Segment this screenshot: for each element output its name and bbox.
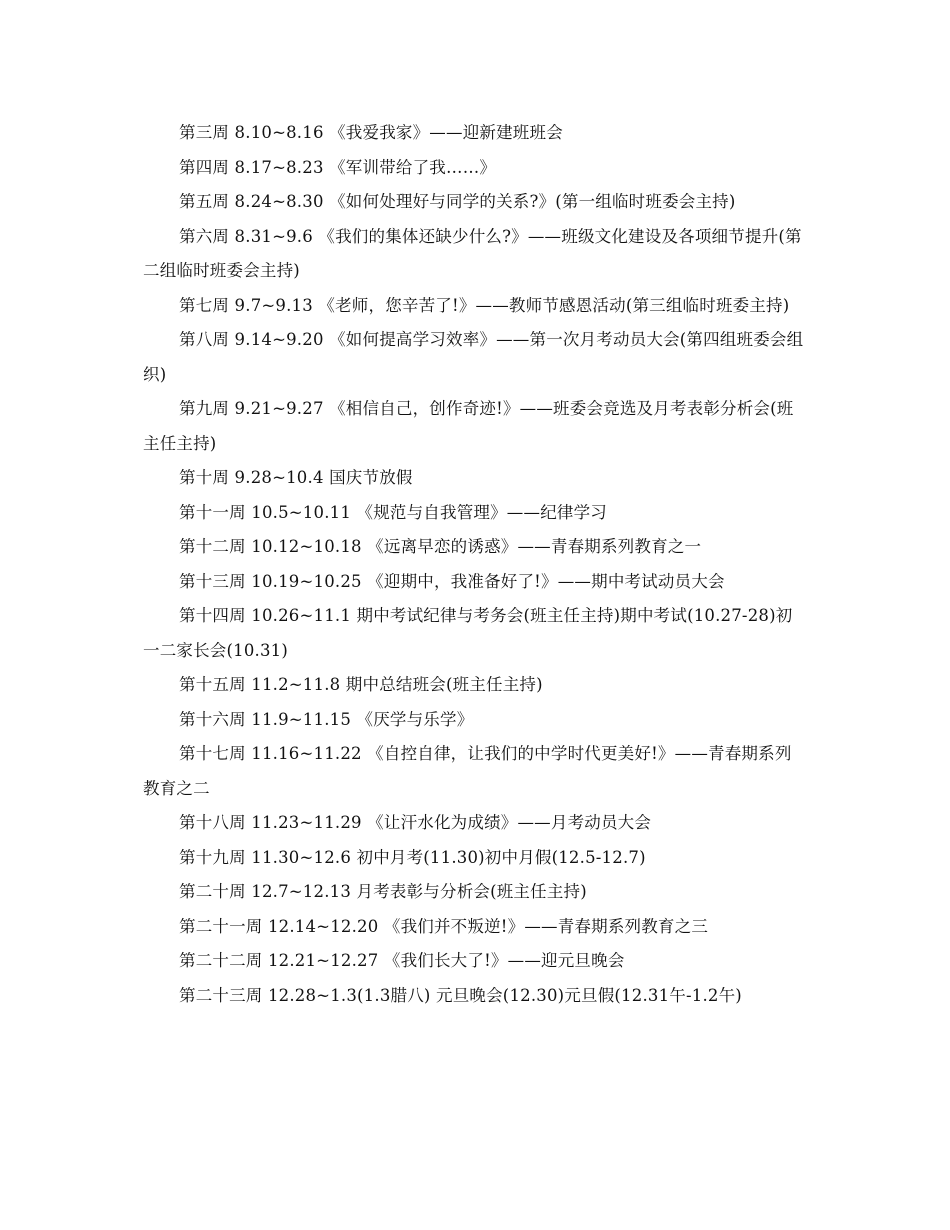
schedule-entry-week-12: 第十二周 10.12~10.18 《远离早恋的诱惑》——青春期系列教育之一	[179, 537, 702, 556]
schedule-entry-week-18: 第十八周 11.23~11.29 《让汗水化为成绩》——月考动员大会	[179, 813, 652, 832]
schedule-entry-week-3: 第三周 8.10~8.16 《我爱我家》——迎新建班班会	[179, 123, 563, 142]
document-body	[143, 116, 808, 1013]
schedule-entry-week-8: 第八周 9.14~9.20 《如何提高学习效率》——第一次月考动员大会(第四组班委会组织)	[143, 330, 804, 384]
schedule-entry-week-16: 第十六周 11.9~11.15 《厌学与乐学》	[179, 709, 474, 729]
schedule-entry-week-22: 第二十二周 12.21~12.27 《我们长大了!》——迎元旦晚会	[179, 951, 625, 970]
schedule-entry-week-20: 第二十周 12.7~12.13 月考表彰与分析会(班主任主持)	[179, 882, 587, 901]
schedule-entry-week-13: 第十三周 10.19~10.25 《迎期中，我准备好了!》——期中考试动员大会	[179, 571, 725, 591]
schedule-entry-week-19: 第十九周 11.30~12.6 初中月考(11.30)初中月假(12.5-12.7)	[179, 847, 646, 867]
schedule-entry-week-6: 第六周 8.31~9.6 《我们的集体还缺少什么?》——班级文化建设及各项细节提升(第二组临时班委会主持)	[143, 226, 802, 280]
schedule-entry-week-15: 第十五周 11.2~11.8 期中总结班会(班主任主持)	[179, 675, 543, 694]
schedule-entry-week-10: 第十周 9.28~10.4 国庆节放假	[179, 468, 413, 487]
schedule-entry-week-7: 第七周 9.7~9.13 《老师，您辛苦了!》——教师节感恩活动(第三组临时班委主持)	[179, 295, 790, 315]
schedule-entry-week-11: 第十一周 10.5~10.11 《规范与自我管理》——纪律学习	[179, 502, 607, 522]
schedule-entry-week-9: 第九周 9.21~9.27 《相信自己，创作奇迹!》——班委会竞选及月考表彰分析会(班主任主持)	[143, 399, 794, 453]
schedule-entry-week-17: 第十七周 11.16~11.22 《自控自律，让我们的中学时代更美好!》——青春期系列教育之二	[143, 744, 792, 798]
schedule-entry-week-14: 第十四周 10.26~11.1 期中考试纪律与考务会(班主任主持)期中考试(10.27-28)初一二家长会(10.31)	[143, 606, 793, 660]
schedule-entry-week-5: 第五周 8.24~8.30 《如何处理好与同学的关系?》(第一组临时班委会主持)	[179, 192, 736, 211]
schedule-entry-week-23: 第二十三周 12.28~1.3(1.3腊八) 元旦晚会(12.30)元旦假(12.31午-1.2午)	[179, 985, 742, 1005]
schedule-entry-week-21: 第二十一周 12.14~12.20 《我们并不叛逆!》——青春期系列教育之三	[179, 916, 709, 936]
schedule-entry-week-4: 第四周 8.17~8.23 《军训带给了我……》	[179, 157, 497, 177]
